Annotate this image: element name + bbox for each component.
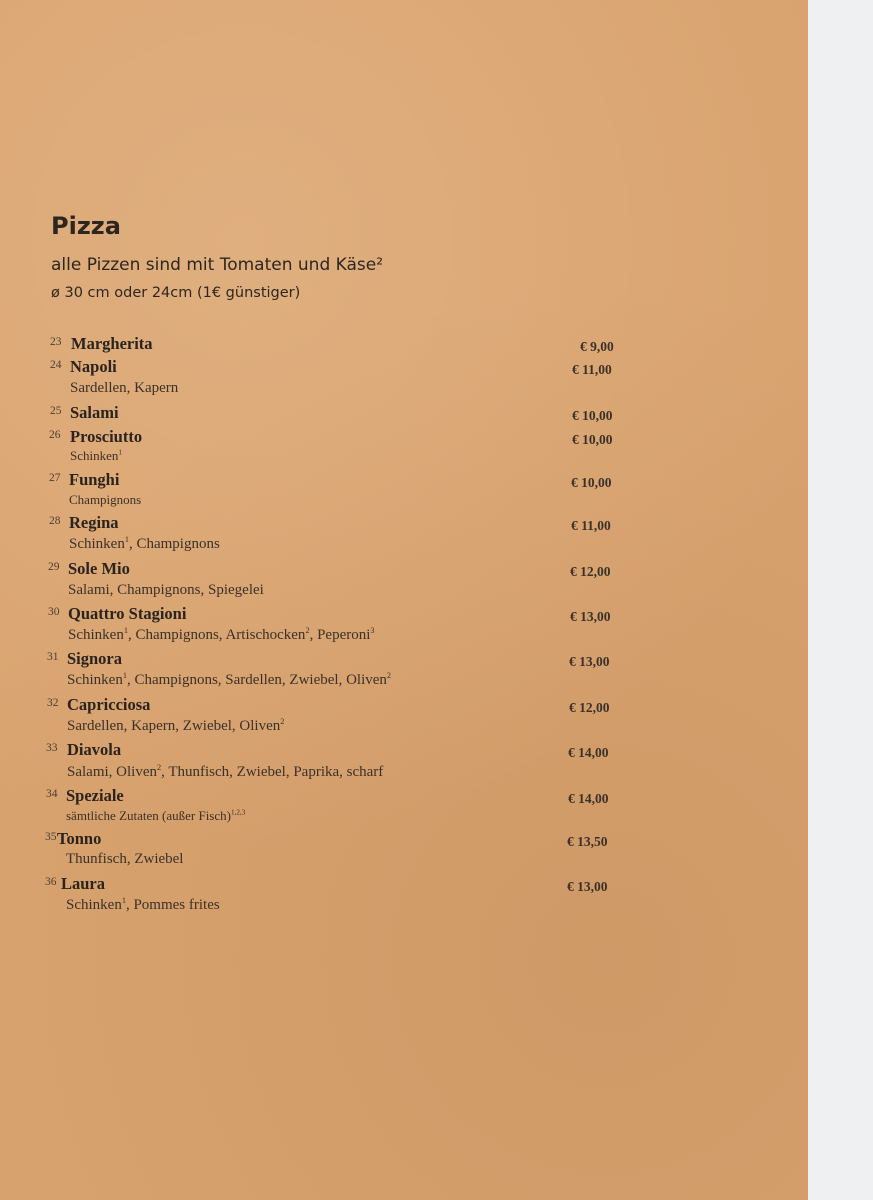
footnote-marker: 1 xyxy=(121,896,126,905)
description-text: Schinken xyxy=(66,897,122,913)
item-name: Laura xyxy=(61,874,106,893)
item-price: € 11,00 xyxy=(571,518,611,533)
item-number: 24 xyxy=(50,359,62,371)
footnote-marker: 1 xyxy=(123,626,128,635)
item-name: Regina xyxy=(69,513,119,532)
item-number: 26 xyxy=(49,429,61,441)
item-price: € 14,00 xyxy=(568,791,609,806)
item-price: € 9,00 xyxy=(580,339,614,354)
footnote-marker: 2 xyxy=(280,717,285,726)
description-text: Sardellen, Kapern xyxy=(70,380,179,396)
description-text: Thunfisch, Zwiebel xyxy=(66,851,184,867)
item-description xyxy=(68,582,264,599)
description-text: Salami, Oliven xyxy=(67,764,157,780)
description-text: sämtliche Zutaten (außer Fisch) xyxy=(66,808,231,823)
item-price: € 10,00 xyxy=(571,475,612,490)
description-text: Schinken xyxy=(70,448,119,463)
item-name: Quattro Stagioni xyxy=(68,604,187,623)
description-text: , Champignons, Sardellen, Zwiebel, Oliven xyxy=(126,672,387,688)
item-number: 25 xyxy=(50,405,62,417)
footnote-marker: 1 xyxy=(122,671,127,680)
item-name: Speziale xyxy=(66,786,124,805)
description-text: Salami, Champignons, Spiegelei xyxy=(68,582,264,598)
item-name: Napoli xyxy=(70,357,117,376)
item-number: 33 xyxy=(46,742,58,754)
description-text: Schinken xyxy=(67,672,123,688)
description-text: Schinken xyxy=(69,536,125,552)
page-background xyxy=(808,0,873,1200)
item-number: 32 xyxy=(47,697,59,709)
footnote-marker: 1,2,3 xyxy=(230,808,246,817)
description-text: , Champignons, Artischocken xyxy=(127,627,306,643)
description-text: , Champignons xyxy=(128,536,220,552)
description-text: Schinken xyxy=(68,627,124,643)
item-name: Funghi xyxy=(69,470,120,489)
item-price: € 10,00 xyxy=(572,432,613,447)
description-text: Sardellen, Kapern, Zwiebel, Oliven xyxy=(67,718,281,734)
item-name: Salami xyxy=(70,403,119,422)
item-description xyxy=(69,492,141,508)
item-description xyxy=(66,808,245,824)
item-name: Prosciutto xyxy=(70,427,143,446)
item-price: € 13,00 xyxy=(569,654,610,669)
item-price: € 13,00 xyxy=(570,609,611,624)
page-subtitle: alle Pizzen sind mit Tomaten und Käse² xyxy=(51,255,384,275)
item-number: 23 xyxy=(50,336,62,348)
item-price: € 12,00 xyxy=(570,564,611,579)
item-description xyxy=(67,764,383,781)
description-text: , Peperoni xyxy=(309,627,371,643)
item-number: 35 xyxy=(45,831,57,843)
item-number: 30 xyxy=(48,606,60,618)
item-name: Margherita xyxy=(71,334,153,353)
description-text: , Pommes frites xyxy=(125,897,220,913)
footnote-marker: 1 xyxy=(118,448,122,457)
footnote-marker: 2 xyxy=(386,671,392,680)
footnote-marker: 2 xyxy=(305,626,310,635)
size-note: ø 30 cm oder 24cm (1€ günstiger) xyxy=(51,285,301,301)
item-description xyxy=(70,448,122,464)
item-price: € 13,50 xyxy=(567,834,608,849)
item-name: Tonno xyxy=(57,829,102,848)
item-description xyxy=(69,536,220,553)
footnote-marker: 2 xyxy=(157,763,162,772)
item-name: Sole Mio xyxy=(68,559,130,578)
item-description xyxy=(66,897,220,914)
item-name: Capricciosa xyxy=(67,695,151,714)
item-description xyxy=(66,851,183,868)
footnote-marker: 1 xyxy=(124,535,129,544)
item-description xyxy=(68,627,375,644)
description-text: , Thunfisch, Zwiebel, Paprika, scharf xyxy=(161,764,384,780)
item-description xyxy=(67,672,391,689)
item-price: € 12,00 xyxy=(569,700,610,715)
description-text: Champignons xyxy=(69,492,142,507)
item-description xyxy=(67,718,284,735)
item-price: € 14,00 xyxy=(568,745,609,760)
item-number: 29 xyxy=(48,561,60,573)
item-number: 28 xyxy=(49,515,61,527)
item-description xyxy=(70,380,178,397)
item-number: 27 xyxy=(49,472,61,484)
item-name: Signora xyxy=(67,649,123,668)
item-price: € 13,00 xyxy=(567,879,608,894)
page-title: Pizza xyxy=(51,212,121,240)
item-number: 34 xyxy=(46,788,58,800)
item-number: 36 xyxy=(45,876,57,888)
item-price: € 10,00 xyxy=(572,408,613,423)
footnote-marker: 3 xyxy=(370,626,375,635)
item-number: 31 xyxy=(47,651,59,663)
item-price: € 11,00 xyxy=(572,362,612,377)
item-name: Diavola xyxy=(67,740,122,759)
